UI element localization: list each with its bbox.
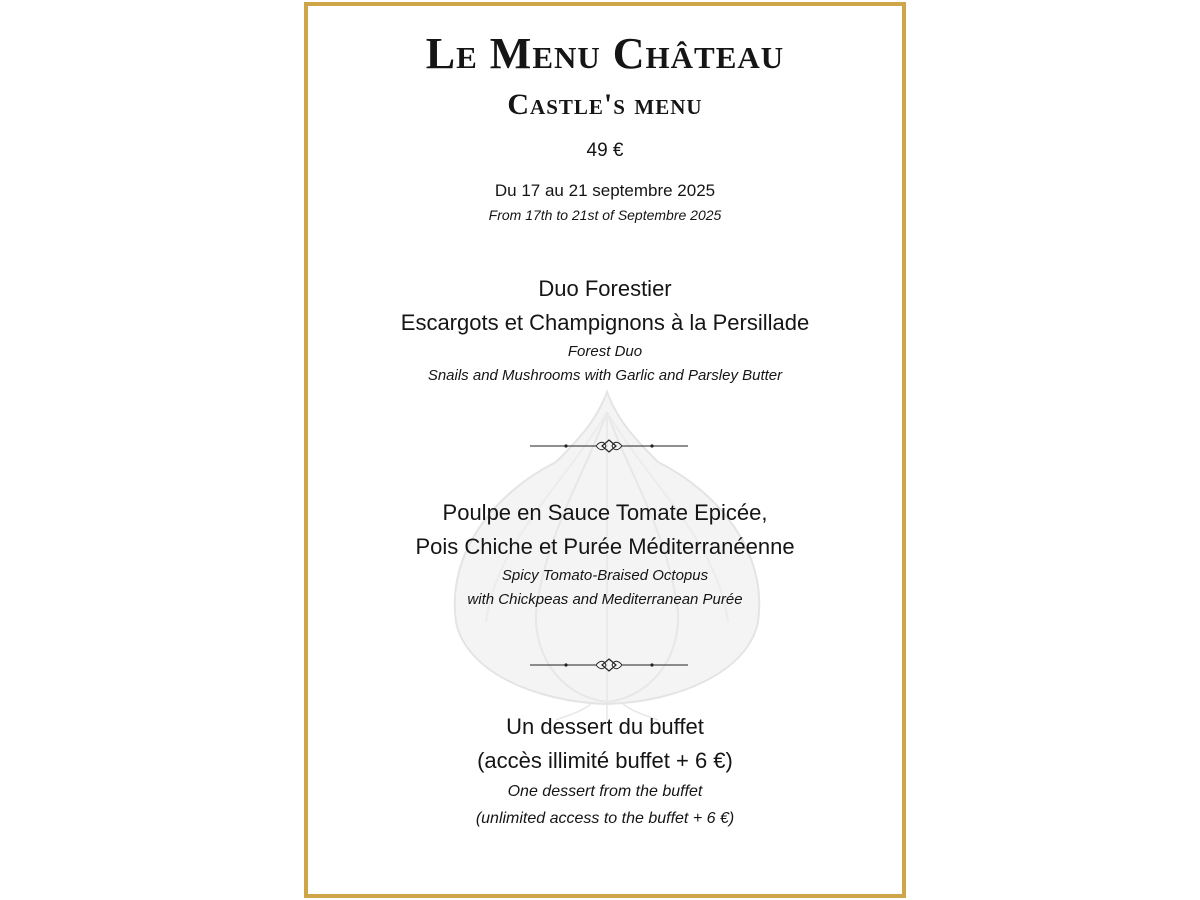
course-main	[308, 496, 902, 612]
course-fr-line: (accès illimité buffet + 6 €)	[477, 748, 733, 773]
dates-en: From 17th to 21st of Septembre 2025	[488, 207, 722, 223]
course-en-line: (unlimited access to the buffet + 6 €)	[475, 810, 735, 827]
menu-subtitle: Castle's menu	[507, 88, 703, 121]
ornament-divider	[530, 658, 688, 672]
course-en-line: with Chickpeas and Mediterranean Purée	[467, 591, 743, 608]
course-en-line: Forest Duo	[567, 343, 643, 360]
course-en-line: Snails and Mushrooms with Garlic and Parsley Butter	[427, 367, 783, 384]
course-fr-line: Duo Forestier	[538, 276, 672, 301]
dates-fr: Du 17 au 21 septembre 2025	[494, 181, 716, 200]
course-fr-line: Un dessert du buffet	[506, 714, 704, 739]
menu-price: 49 €	[586, 140, 624, 161]
course-en-line: One dessert from the buffet	[507, 783, 703, 800]
ornament-divider	[530, 439, 688, 453]
course-fr-line: Pois Chiche et Purée Méditerranéenne	[415, 534, 795, 559]
menu-card	[304, 2, 906, 898]
course-en-line: Spicy Tomato-Braised Octopus	[501, 567, 709, 584]
course-starter	[308, 272, 902, 388]
course-fr-line: Poulpe en Sauce Tomate Epicée,	[442, 500, 768, 525]
course-fr-line: Escargots et Champignons à la Persillade	[400, 310, 810, 335]
menu-title: Le Menu Château	[425, 29, 785, 78]
course-dessert	[308, 710, 902, 832]
